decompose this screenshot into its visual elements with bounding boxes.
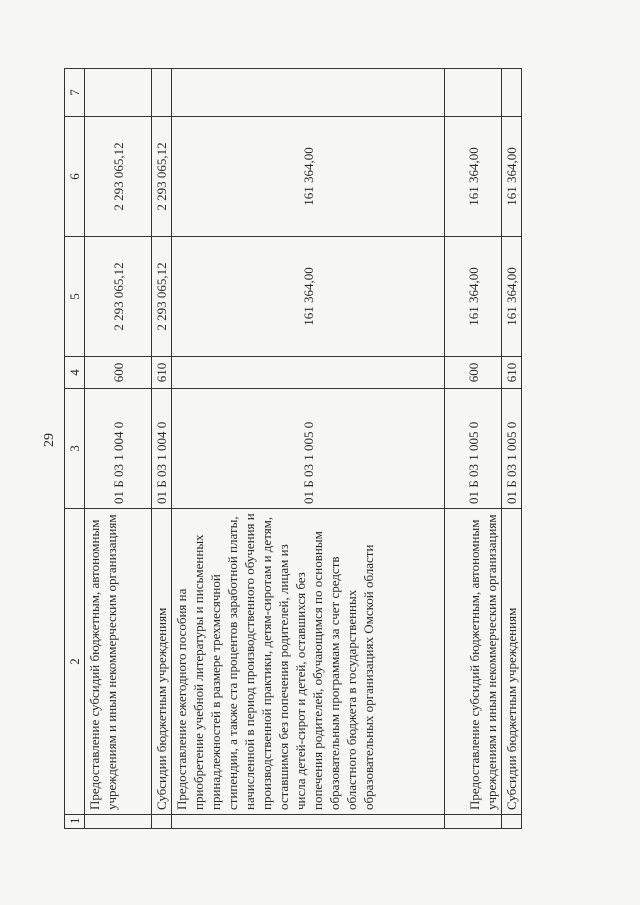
type-cell: 610: [152, 357, 172, 389]
code-cell: 01 Б 03 1 005 0: [172, 389, 445, 509]
type-cell: [172, 357, 445, 389]
header-row: [65, 69, 85, 829]
description-cell: Субсидии бюджетным учреждениям: [502, 509, 522, 815]
amount-col6-cell: 161 364,00: [172, 117, 445, 237]
type-cell: 600: [85, 357, 152, 389]
code-cell: 01 Б 03 1 005 0: [502, 389, 522, 509]
row-index-cell: [502, 815, 522, 829]
row-index-cell: [172, 815, 445, 829]
col7-cell: [445, 69, 502, 117]
header-col-3: 3: [65, 389, 85, 509]
amount-col5-cell: 161 364,00: [445, 237, 502, 357]
amount-col6-cell: 2 293 065,12: [152, 117, 172, 237]
amount-col6-cell: 161 364,00: [502, 117, 522, 237]
row-index-cell: [85, 815, 152, 829]
table-row: [502, 69, 522, 829]
code-cell: 01 Б 03 1 005 0: [445, 389, 502, 509]
amount-col5-cell: 161 364,00: [172, 237, 445, 357]
type-cell: 600: [445, 357, 502, 389]
header-col-2: 2: [65, 509, 85, 815]
col7-cell: [85, 69, 152, 117]
table-row: [172, 69, 445, 829]
rotated-table-frame: [64, 69, 519, 829]
header-col-5: 5: [65, 237, 85, 357]
header-col-7: 7: [65, 69, 85, 117]
budget-table-container: [64, 69, 519, 829]
header-col-6: 6: [65, 117, 85, 237]
description-cell: Предоставление субсидий бюджетным, автономным учреждениям и иным некоммерческим организациям: [445, 509, 502, 815]
amount-col6-cell: 161 364,00: [445, 117, 502, 237]
amount-col5-cell: 2 293 065,12: [85, 237, 152, 357]
table-row: [152, 69, 172, 829]
description-cell: Субсидии бюджетным учреждениям: [152, 509, 172, 815]
amount-col5-cell: 2 293 065,12: [152, 237, 172, 357]
code-cell: 01 Б 03 1 004 0: [85, 389, 152, 509]
col7-cell: [152, 69, 172, 117]
header-col-4: 4: [65, 357, 85, 389]
description-cell: Предоставление ежегодного пособия на приобретение учебной литературы и письменных принадлежностей в размере трехмесячной стипендии, а также ста процентов заработной платы, начисленной в период производственного обучения и производственной практики, детям-сиротам и детям, оставшимся без попечения родителей, лицам из числа детей-сирот и детей, оставшихся без попечения родителей, обучающимся по основным образовательным программам за счет средств областного бюджета в государственных образовательных организациях Омской области: [172, 509, 445, 815]
type-cell: 610: [502, 357, 522, 389]
row-index-cell: [445, 815, 502, 829]
description-cell: Предоставление субсидий бюджетным, автономным учреждениям и иным некоммерческим организациям: [85, 509, 152, 815]
header-col-1: 1: [65, 815, 85, 829]
col7-cell: [172, 69, 445, 117]
row-index-cell: [152, 815, 172, 829]
page-number: 29: [42, 433, 57, 447]
amount-col6-cell: 2 293 065,12: [85, 117, 152, 237]
budget-table: [64, 68, 522, 829]
table-row: [445, 69, 502, 829]
table-row: [85, 69, 152, 829]
amount-col5-cell: 161 364,00: [502, 237, 522, 357]
col7-cell: [502, 69, 522, 117]
code-cell: 01 Б 03 1 004 0: [152, 389, 172, 509]
